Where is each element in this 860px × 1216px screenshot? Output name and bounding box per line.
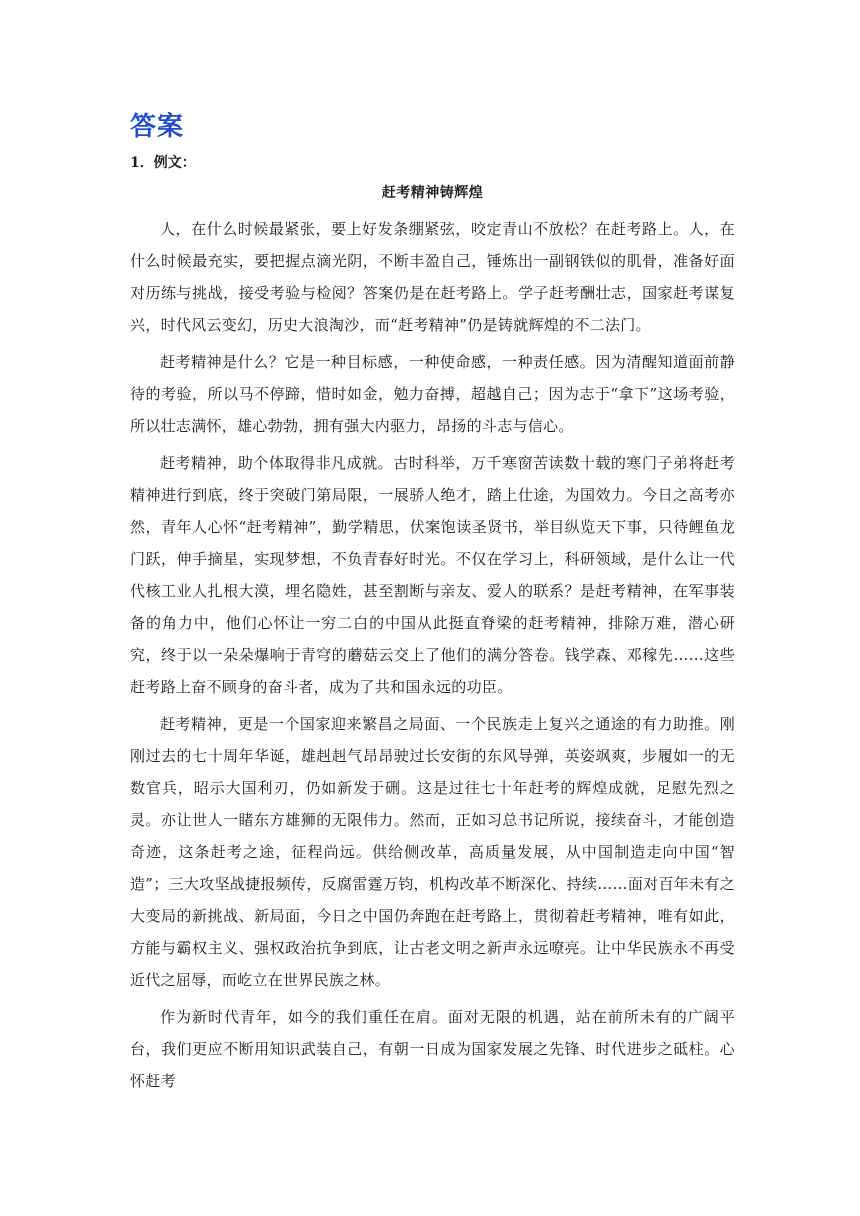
essay-paragraph-5: 作为新时代青年，如今的我们重任在肩。面对无限的机遇，站在前所未有的广阔平台，我们更应不断用知识武装自己，有朝一日成为国家发展之先锋、时代进步之砥柱。心怀赶考 bbox=[130, 1008, 735, 1090]
essay-paragraph-2: 赶考精神是什么？它是一种目标感，一种使命感，一种责任感。因为清醒知道面前静待的考验，所以马不停蹄，惜时如金，勉力奋搏，超越自己；因为志于“拿下”这场考验，所以壮志满怀，雄心勃勃，拥有强大内驱力，昂扬的斗志与信心。 bbox=[130, 353, 735, 435]
question-number: 1．例文： bbox=[130, 155, 196, 171]
essay-paragraph-1: 人，在什么时候最紧张，要上好发条绷紧弦，咬定青山不放松？在赶考路上。人，在什么时候最充实，要把握点滴光阴，不断丰盈自己，锤炼出一副钢铁似的肌骨，准备好面对历练与挑战，接受考验与检阅？答案仍是在赶考路上。学子赶考酬壮志，国家赶考谋复兴，时代风云变幻，历史大浪淘沙，而“赶考精神”仍是铸就辉煌的不二法门。 bbox=[130, 220, 735, 334]
essay-paragraph-4: 赶考精神，更是一个国家迎来繁昌之局面、一个民族走上复兴之通途的有力助推。刚刚过去的七十周年华诞，雄赳赳气昂昂驶过长安街的东风导弹，英姿飒爽，步履如一的无数官兵，昭示大国利刃，仍如新发于硎。这是过往七十年赶考的辉煌成就，足慰先烈之灵。亦让世人一睹东方雄狮的无限伟力。然而，正如习总书记所说，接续奋斗，才能创造奇迹，这条赶考之途，征程尚远。供给侧改革，高质量发展，从中国制造走向中国“智造”；三大攻坚战捷报频传，反腐雷霆万钧，机构改革不断深化、持续……面对百年未有之大变局的新挑战、新局面，今日之中国仍奔跑在赶考路上，贯彻着赶考精神，唯有如此，方能与霸权主义、强权政治抗争到底，让古老文明之新声永远嘹亮。让中华民族永不再受近代之屈辱，而屹立在世界民族之林。 bbox=[130, 715, 735, 989]
essay-title: 赶考精神铸辉煌 bbox=[381, 185, 484, 201]
answer-heading: 答案 bbox=[130, 112, 185, 142]
essay-paragraph-3: 赶考精神，助个体取得非凡成就。古时科举，万千寒窗苦读数十载的寒门子弟将赶考精神进行到底，终于突破门第局限，一展骄人绝才，踏上仕途，为国效力。今日之高考亦然，青年人心怀“赶考精神”，勤学精思，伏案饱读圣贤书，举目纵览天下事，只待鲤鱼龙门跃，伸手摘星，实现梦想，不负青春好时光。不仅在学习上，科研领域，是什么让一代代核工业人扎根大漠，埋名隐姓，甚至割断与亲友、爱人的联系？是赶考精神，在军事装备的角力中，他们心怀让一穷二白的中国从此挺直脊梁的赶考精神，排除万难，潜心研究，终于以一朵朵爆响于青穹的蘑菇云交上了他们的满分答卷。钱学森、邓稼先……这些赶考路上奋不顾身的奋斗者，成为了共和国永远的功臣。 bbox=[130, 454, 735, 696]
answer-page bbox=[130, 108, 735, 1102]
